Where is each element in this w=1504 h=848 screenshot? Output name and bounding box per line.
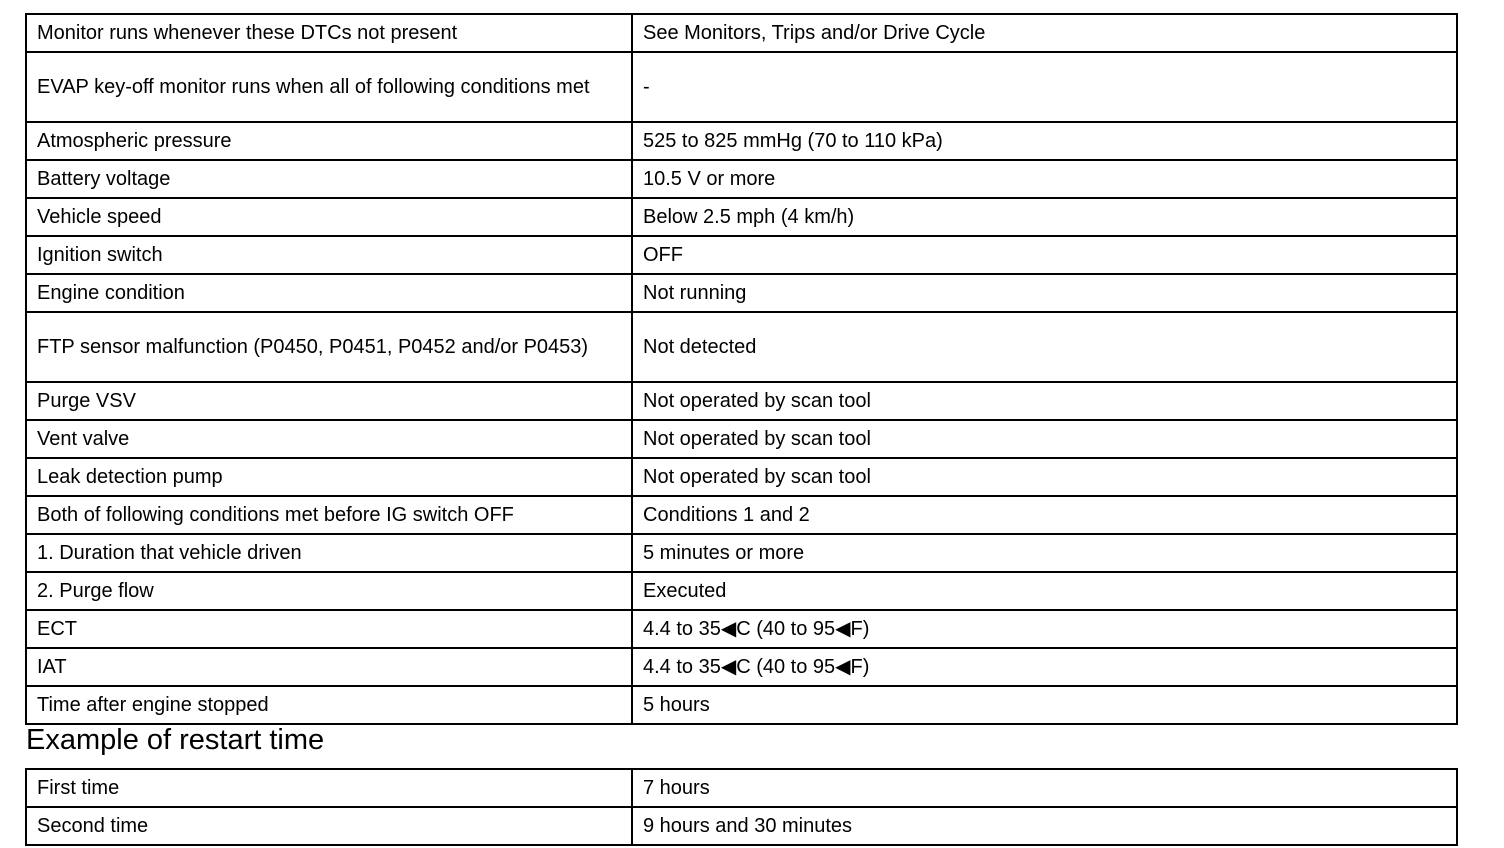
- table-row: [26, 160, 1457, 198]
- condition-item: Vehicle speed: [26, 198, 632, 236]
- table-row: [26, 382, 1457, 420]
- condition-item: EVAP key-off monitor runs when all of following conditions met: [26, 52, 632, 122]
- condition-value: Not operated by scan tool: [632, 382, 1457, 420]
- table-row: [26, 52, 1457, 122]
- condition-value: Not running: [632, 274, 1457, 312]
- restart-value: 7 hours: [632, 769, 1457, 807]
- condition-value: Not operated by scan tool: [632, 420, 1457, 458]
- table-row: [26, 534, 1457, 572]
- condition-item: FTP sensor malfunction (P0450, P0451, P0452 and/or P0453): [26, 312, 632, 382]
- condition-item: IAT: [26, 648, 632, 686]
- condition-item: Battery voltage: [26, 160, 632, 198]
- condition-item: 1. Duration that vehicle driven: [26, 534, 632, 572]
- condition-item: Purge VSV: [26, 382, 632, 420]
- condition-item: ECT: [26, 610, 632, 648]
- condition-value: Below 2.5 mph (4 km/h): [632, 198, 1457, 236]
- section-heading: Example of restart time: [26, 724, 325, 756]
- table-row: [26, 312, 1457, 382]
- condition-value: 5 hours: [632, 686, 1457, 724]
- condition-item: Both of following conditions met before IG switch OFF: [26, 496, 632, 534]
- table-row: [26, 274, 1457, 312]
- restart-time-table: [25, 768, 1458, 846]
- condition-item: Engine condition: [26, 274, 632, 312]
- condition-item: Leak detection pump: [26, 458, 632, 496]
- condition-value: 4.4 to 35◀C (40 to 95◀F): [632, 648, 1457, 686]
- restart-item: First time: [26, 769, 632, 807]
- monitor-conditions-table: [25, 13, 1458, 725]
- condition-value: 10.5 V or more: [632, 160, 1457, 198]
- condition-item: Ignition switch: [26, 236, 632, 274]
- condition-value: OFF: [632, 236, 1457, 274]
- condition-item: 2. Purge flow: [26, 572, 632, 610]
- condition-value: 525 to 825 mmHg (70 to 110 kPa): [632, 122, 1457, 160]
- restart-item: Second time: [26, 807, 632, 845]
- table-row: [26, 458, 1457, 496]
- condition-item: Atmospheric pressure: [26, 122, 632, 160]
- condition-value: See Monitors, Trips and/or Drive Cycle: [632, 14, 1457, 52]
- restart-value: 9 hours and 30 minutes: [632, 807, 1457, 845]
- condition-value: -: [632, 52, 1457, 122]
- table-row: [26, 686, 1457, 724]
- table-row: [26, 648, 1457, 686]
- condition-value: Not detected: [632, 312, 1457, 382]
- table-row: [26, 769, 1457, 807]
- condition-value: Conditions 1 and 2: [632, 496, 1457, 534]
- table-row: [26, 14, 1457, 52]
- table-row: [26, 807, 1457, 845]
- condition-item: Time after engine stopped: [26, 686, 632, 724]
- condition-value: 4.4 to 35◀C (40 to 95◀F): [632, 610, 1457, 648]
- table-row: [26, 610, 1457, 648]
- condition-value: Not operated by scan tool: [632, 458, 1457, 496]
- table-row: [26, 572, 1457, 610]
- table-row: [26, 420, 1457, 458]
- table-row: [26, 122, 1457, 160]
- table-row: [26, 198, 1457, 236]
- condition-item: Vent valve: [26, 420, 632, 458]
- condition-value: 5 minutes or more: [632, 534, 1457, 572]
- table-row: [26, 236, 1457, 274]
- table-row: [26, 496, 1457, 534]
- condition-item: Monitor runs whenever these DTCs not present: [26, 14, 632, 52]
- condition-value: Executed: [632, 572, 1457, 610]
